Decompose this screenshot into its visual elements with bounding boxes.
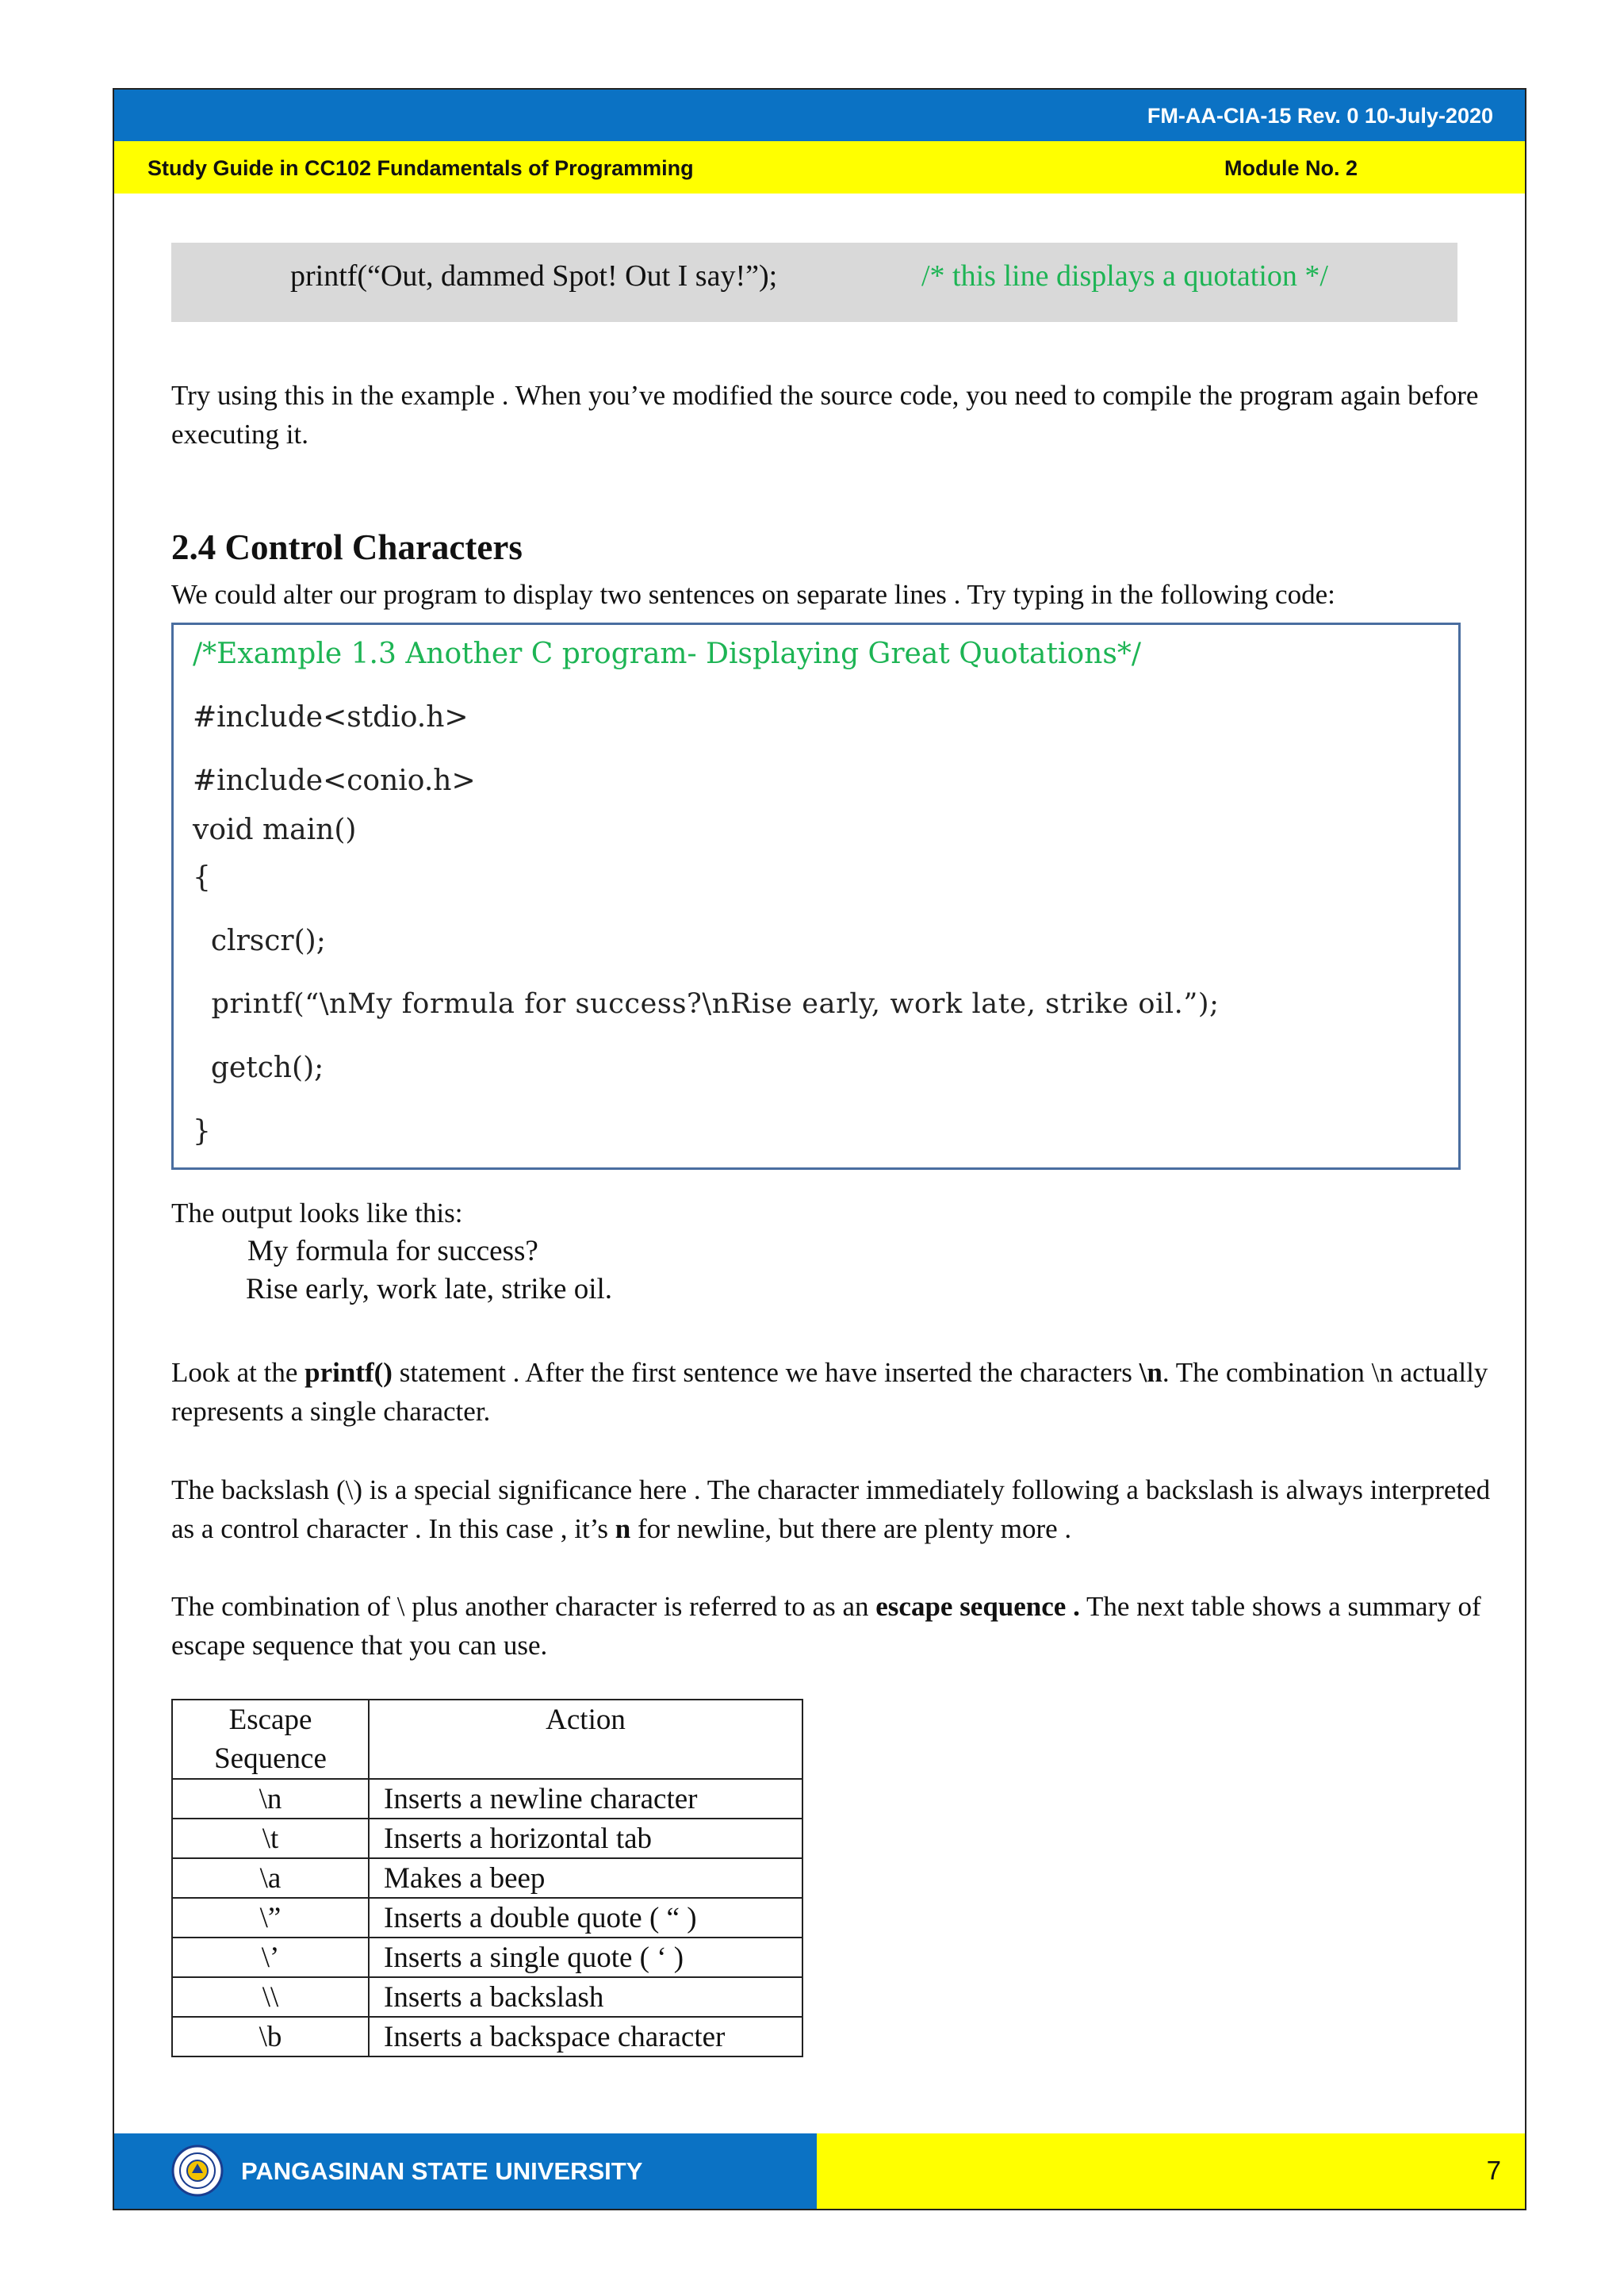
- table-cell-sequence: \\: [172, 1977, 369, 2017]
- table-row: [172, 1779, 802, 1819]
- table-cell-action: Inserts a single quote ( ‘ ): [369, 1938, 802, 1977]
- intro-paragraph: Try using this in the example . When you’ve modified the source code, you need to compile the program again before executing it.: [171, 380, 1479, 450]
- escape-para-bold: escape sequence .: [875, 1591, 1080, 1622]
- form-code: FM-AA-CIA-15 Rev. 0 10-July-2020: [1147, 104, 1493, 128]
- output-label: The output looks like this:: [171, 1198, 463, 1228]
- table-cell-sequence: \t: [172, 1819, 369, 1858]
- table-header-row: [172, 1700, 802, 1779]
- backslash-para-bold: n: [615, 1513, 631, 1544]
- header-blue-bar: [114, 90, 1525, 141]
- printf-para-text-2: statement . After the first sentence we have inserted the characters: [392, 1357, 1139, 1388]
- header-escape-sequence-text: Escape Sequence: [214, 1704, 327, 1775]
- table-row: [172, 1898, 802, 1938]
- module-number: Module No. 2: [1224, 156, 1358, 180]
- study-guide-title: Study Guide in CC102 Fundamentals of Programming: [147, 156, 694, 180]
- table-row: [172, 1938, 802, 1977]
- footer-yellow-bar: [817, 2133, 1525, 2209]
- table-cell-action: Inserts a backslash: [369, 1977, 802, 2017]
- code-line-close-brace: }: [193, 1115, 211, 1148]
- university-name: PANGASINAN STATE UNIVERSITY: [241, 2157, 643, 2185]
- table-cell-sequence: \”: [172, 1898, 369, 1938]
- table-row: [172, 1858, 802, 1898]
- backslash-para-text-2: for newline, but there are plenty more .: [630, 1513, 1072, 1544]
- table-cell-action: Inserts a double quote ( “ ): [369, 1898, 802, 1938]
- code-line-printf: printf(“\nMy formula for success?\nRise early, work late, strike oil.”);: [193, 988, 1220, 1020]
- code-line-getch: getch();: [193, 1052, 324, 1084]
- table-row: [172, 1819, 802, 1858]
- code-line-open-brace: {: [193, 861, 211, 894]
- table-row: [172, 2017, 802, 2056]
- escape-paragraph: [171, 1587, 1503, 1665]
- printf-para-bold-1: printf(): [304, 1357, 393, 1388]
- escape-para-text-2: The next table shows a summary of escape sequence that you can use.: [171, 1591, 1481, 1661]
- table-cell-sequence: \’: [172, 1938, 369, 1977]
- printf-para-text-3: . The combination \n actually represents a single character.: [171, 1357, 1488, 1427]
- header-escape-sequence: [172, 1700, 369, 1779]
- escape-para-text-1: The combination of \ plus another character is referred to as an: [171, 1591, 876, 1622]
- page-number: 7: [1486, 2156, 1501, 2185]
- code-line-include-stdio: #include<stdio.h>: [193, 701, 469, 734]
- output-line-1: My formula for success?: [247, 1235, 538, 1267]
- output-line-2: Rise early, work late, strike oil.: [246, 1273, 613, 1305]
- printf-para-bold-2: \n: [1139, 1357, 1162, 1388]
- footer-blue-bar: [114, 2133, 817, 2209]
- table-cell-sequence: \n: [172, 1779, 369, 1819]
- header-yellow-bar: [114, 141, 1525, 194]
- section-intro: We could alter our program to display two sentences on separate lines . Try typing in the following code:: [171, 579, 1335, 610]
- section-heading: 2.4 Control Characters: [171, 527, 523, 567]
- code-comment: /*Example 1.3 Another C program- Displaying Great Quotations*/: [193, 638, 1141, 670]
- code-example-box: [171, 623, 1461, 1170]
- code-line-include-conio: #include<conio.h>: [193, 765, 476, 797]
- escape-sequence-table: [171, 1699, 803, 2057]
- table-cell-action: Inserts a newline character: [369, 1779, 802, 1819]
- quote-code-comment: /* this line displays a quotation */: [921, 259, 1328, 293]
- header-action: Action: [369, 1700, 802, 1779]
- backslash-paragraph: [171, 1470, 1503, 1548]
- table-row: [172, 1977, 802, 2017]
- quote-code-box: [171, 243, 1457, 322]
- code-line-main: void main(): [193, 814, 357, 846]
- table-cell-sequence: \a: [172, 1858, 369, 1898]
- code-line-clrscr: clrscr();: [193, 925, 326, 957]
- table-cell-action: Makes a beep: [369, 1858, 802, 1898]
- backslash-para-text-1: The backslash (\) is a special significance here . The character immediately following a backslash is always interpreted as a control character . In this case , it’s: [171, 1474, 1491, 1544]
- table-cell-action: Inserts a horizontal tab: [369, 1819, 802, 1858]
- table-cell-sequence: \b: [172, 2017, 369, 2056]
- table-cell-action: Inserts a backspace character: [369, 2017, 802, 2056]
- quote-code-line: printf(“Out, dammed Spot! Out I say!”);: [290, 259, 778, 293]
- university-seal-icon: [171, 2145, 224, 2197]
- printf-para-text-1: Look at the: [171, 1357, 305, 1388]
- printf-paragraph: [171, 1353, 1503, 1431]
